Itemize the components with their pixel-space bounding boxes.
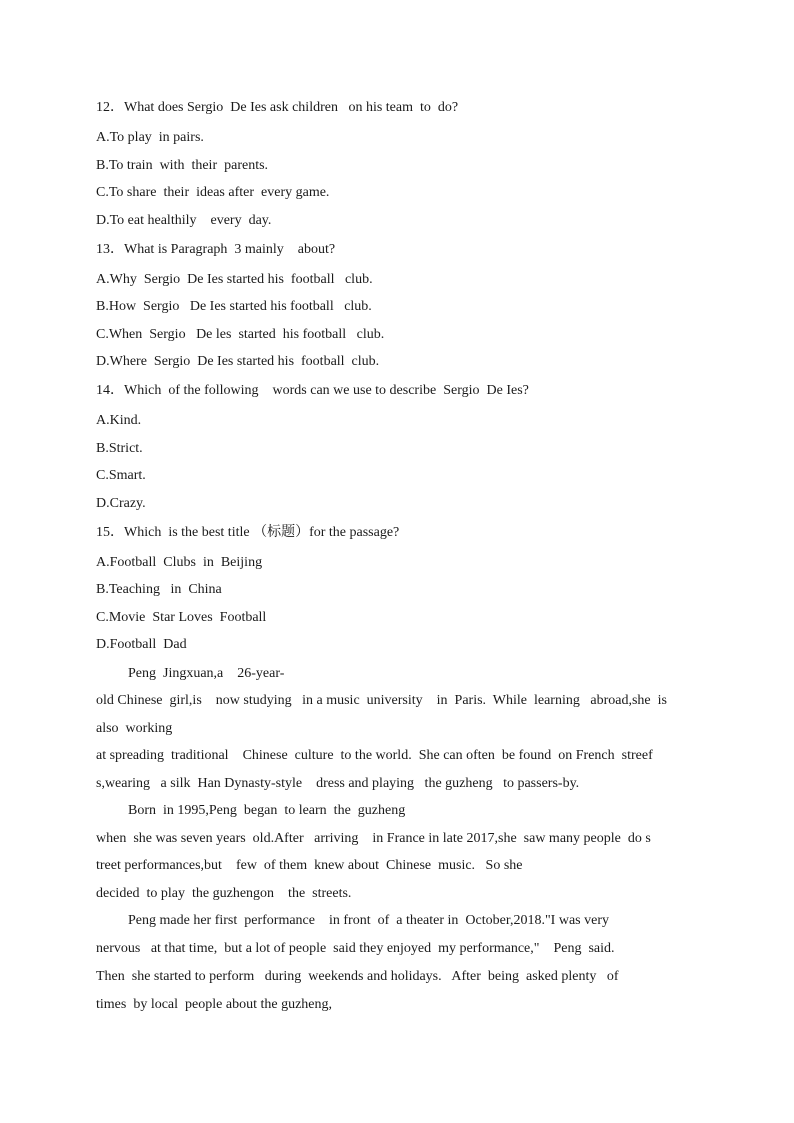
question-13-option-b: B.How Sergio De Ies started his football club.: [96, 299, 372, 314]
question-15-option-c: C.Movie Star Loves Football: [96, 610, 267, 625]
question-12-option-b: B.To train with their parents.: [96, 158, 269, 173]
passage-line: Then she started to perform during weekends and holidays. After being asked plenty of: [96, 969, 619, 984]
question-12-option-d: D.To eat healthily every day.: [96, 213, 272, 228]
question-14-option-d: D.Crazy.: [96, 496, 146, 511]
passage-line: decided to play the guzhengon the streets.: [96, 886, 352, 901]
question-12-option-c: C.To share their ideas after every game.: [96, 185, 330, 200]
question-15-option-b: B.Teaching in China: [96, 582, 222, 597]
question-13-stem: 13．What is Paragraph 3 mainly about?: [96, 242, 336, 257]
passage-line: Born in 1995,Peng began to learn the guzheng: [128, 803, 406, 818]
question-14-option-b: B.Strict.: [96, 441, 143, 456]
question-14-stem: 14．Which of the following words can we use to describe Sergio De Ies?: [96, 383, 529, 398]
passage-line: times by local people about the guzheng,: [96, 997, 332, 1012]
passage-line: also working: [96, 721, 173, 736]
passage-line: old Chinese girl,is now studying in a music university in Paris. While learning abroad,she is: [96, 693, 667, 708]
passage-line: nervous at that time, but a lot of people said they enjoyed my performance," Peng said.: [96, 941, 615, 956]
question-15-option-a: A.Football Clubs in Beijing: [96, 555, 263, 570]
question-15-option-d: D.Football Dad: [96, 637, 187, 652]
question-12-option-a: A.To play in pairs.: [96, 130, 204, 145]
passage-line: Peng made her first performance in front of a theater in October,2018."I was very: [128, 913, 609, 928]
question-12-stem: 12．What does Sergio De Ies ask children on his team to do?: [96, 100, 459, 115]
passage-line: treet performances,but few of them knew about Chinese music. So she: [96, 858, 523, 873]
question-13-option-d: D.Where Sergio De Ies started his football club.: [96, 354, 380, 369]
passage-line: s,wearing a silk Han Dynasty-style dress and playing the guzheng to passers-by.: [96, 776, 580, 791]
passage-line: at spreading traditional Chinese culture to the world. She can often be found on French streef: [96, 748, 653, 763]
question-13-option-c: C.When Sergio De les started his football club.: [96, 327, 385, 342]
question-15-stem: 15．Which is the best title （标题）for the passage?: [96, 525, 400, 540]
question-13-option-a: A.Why Sergio De Ies started his football club.: [96, 272, 373, 287]
passage-line: when she was seven years old.After arriving in France in late 2017,she saw many people do s: [96, 831, 651, 846]
passage-line: Peng Jingxuan,a 26-year-: [128, 666, 285, 681]
question-14-option-c: C.Smart.: [96, 468, 146, 483]
question-14-option-a: A.Kind.: [96, 413, 142, 428]
